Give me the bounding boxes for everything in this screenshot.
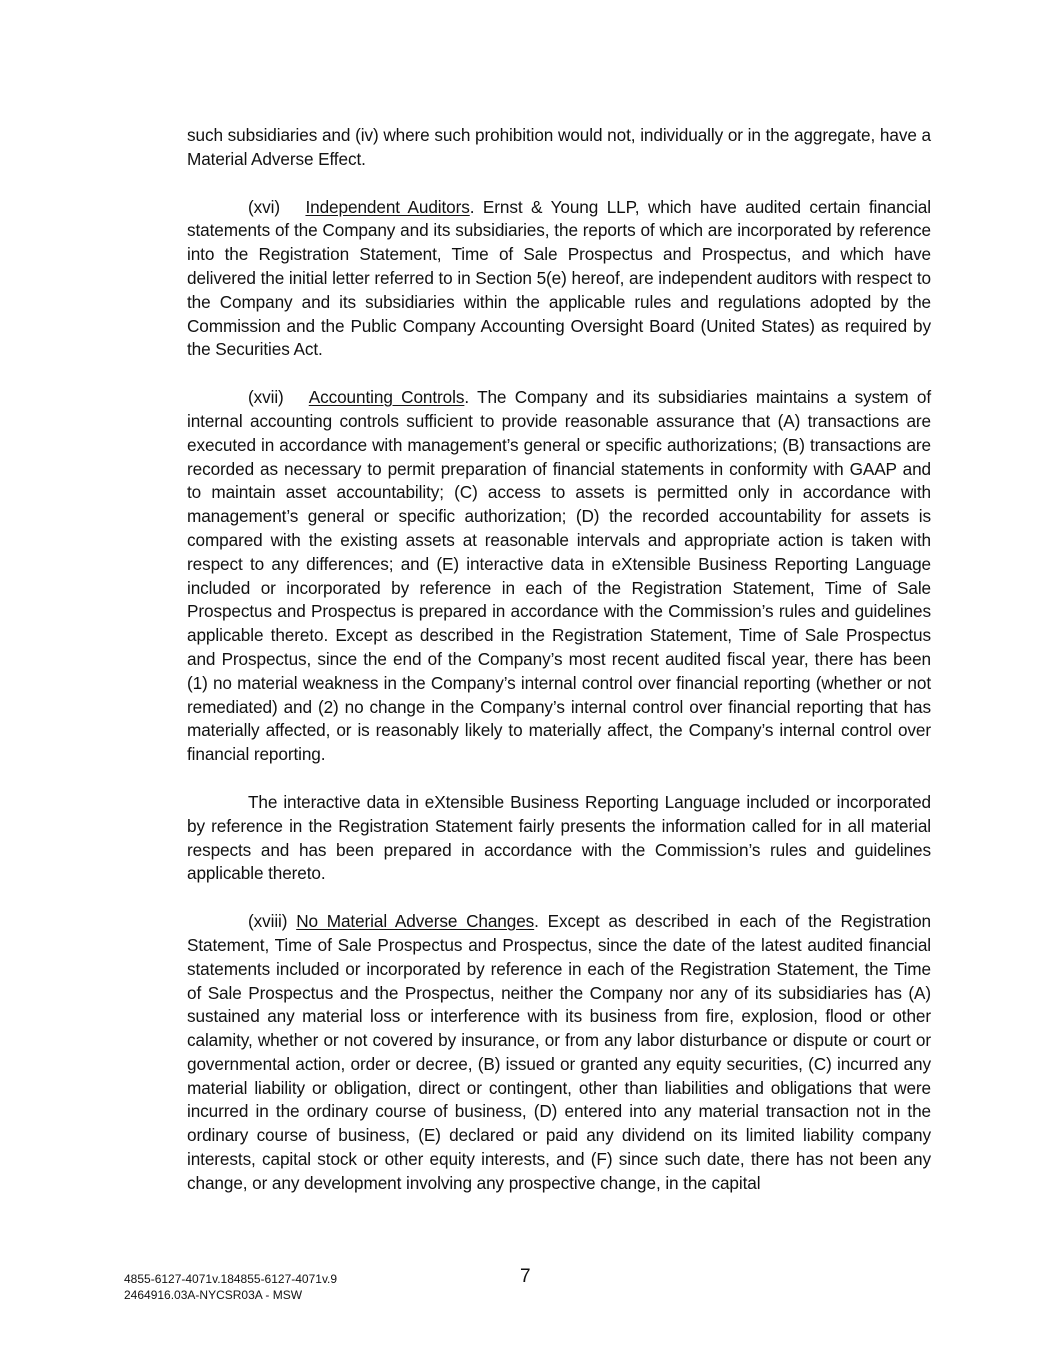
section-xvii-accounting-controls — [187, 386, 931, 767]
section-number: (xvii) — [248, 387, 284, 408]
paragraph-interactive-data: The interactive data in eXtensible Business Reporting Language included or incorporated by reference in the Registration Statement fairly presents the information called for in all material respects and has been prepared in accordance with the Commission’s rules and guidelines applicable thereto. — [187, 791, 931, 884]
section-text: . Ernst & Young LLP, which have audited certain financial statements of the Company and its subsidiaries, the reports of which are incorporated by reference into the Registration Statement, Time of Sale Prospectus and Prospectus, and which have delivered the initial letter referred to in Section 5(e) hereof, are independent auditors with respect to the Company and its subsidiaries within the applicable rules and regulations adopted by the Commission and the Public Company Accounting Oversight Board (United States) as required by the Securities Act. — [187, 196, 931, 360]
section-xvi-independent-auditors — [187, 196, 931, 363]
footer-ref: 2464916.03A-NYCSR03A - MSW — [124, 1288, 303, 1302]
footer-document-id — [124, 1271, 337, 1303]
section-heading: No Material Adverse Changes — [296, 911, 535, 932]
page-number: 7 — [520, 1266, 531, 1287]
section-xviii-no-material-adverse-changes — [187, 910, 931, 1196]
section-heading: Accounting Controls — [308, 387, 465, 408]
paragraph-continuation: such subsidiaries and (iv) where such prohibition would not, individually or in the aggregate, have a Material Adverse Effect. — [187, 125, 931, 169]
section-number: (xviii) — [248, 911, 288, 932]
section-text: . The Company and its subsidiaries maintains a system of internal accounting controls sufficient to provide reasonable assurance that (A) transactions are executed in accordance with management’s general or specific authorizations; (B) transactions are recorded as necessary to permit preparation of financial statements in conformity with GAAP and to maintain asset accountability; (C) access to assets is permitted only in accordance with management’s general or specific authorization; (D) the recorded accountability for assets is compared with the existing assets at reasonable intervals and appropriate action is taken with respect to any differences; and (E) interactive data in eXtensible Business Reporting Language included or incorporated by reference in each of the Registration Statement, Time of Sale Prospectus and Prospectus is prepared in accordance with the Commission’s rules and guidelines applicable thereto. Except as described in the Registration Statement, Time of Sale Prospectus and Prospectus, since the end of the Company’s most recent audited fiscal year, there has been (1) no material weakness in the Company’s internal control over financial reporting (whether or not remediated) and (2) no change in the Company’s internal control over financial reporting that has materially affected, or is reasonably likely to materially affect, the Company’s internal control over financial reporting. — [187, 387, 932, 765]
section-text: . Except as described in each of the Registration Statement, Time of Sale Prospectus and Prospectus, since the date of the latest audited financial statements included or incorporated by reference in each of the Registration Statement, the Time of Sale Prospectus and the Prospectus, neither the Company nor any of its subsidiaries has (A) sustained any material loss or interference with its business from fire, explosion, flood or other calamity, whether or not covered by insurance, or from any labor disturbance or dispute or court or governmental action, order or decree, (B) issued or granted any equity securities, (C) incurred any material liability or obligation, direct or contingent, other than liabilities and obligations that were incurred in the ordinary course of business, (D) entered into any material transaction not in the ordinary course of business, (E) declared or paid any dividend on its limited liability company interests, capital stock or other equity interests, and (F) since such date, there has not been any change, or any development involving any prospective change, in the capital — [187, 911, 931, 1193]
footer-doc-id: 4855-6127-4071v.184855-6127-4071v.9 — [124, 1272, 338, 1286]
section-number: (xvi) — [248, 196, 280, 217]
section-heading: Independent Auditors — [305, 196, 470, 217]
body-text — [187, 124, 931, 1220]
